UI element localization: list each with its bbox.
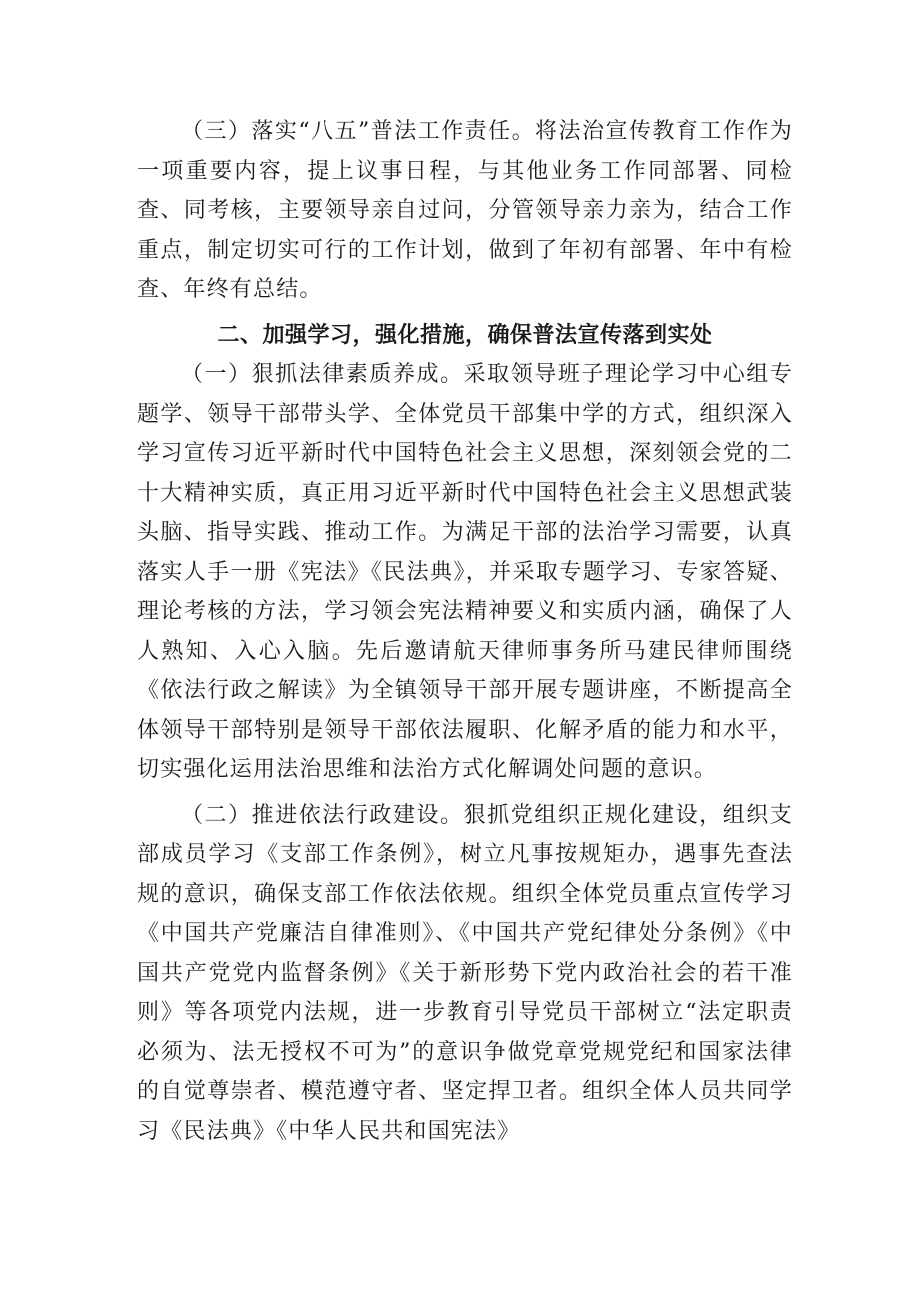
paragraph-implement-responsibility: （三）落实“八五”普法工作责任。将法治宣传教育工作作为一项重要内容，提上议事日程，与其他业务工作同部署、同检查、同考核，主要领导亲自过问，分管领导亲力亲为，结合工作重点，制定切实可行的工作计划，做到了年初有部署、年中有检查、年终有总结。 bbox=[137, 119, 793, 302]
section-heading: 二、加强学习，强化措施，确保普法宣传落到实处 bbox=[217, 322, 713, 348]
document-body bbox=[137, 112, 793, 1151]
paragraph-legal-literacy: （一）狠抓法律素质养成。采取领导班子理论学习中心组专题学、领导干部带头学、全体党员干部集中学的方式，组织深入学习宣传习近平新时代中国特色社会主义思想，深刻领会党的二十大精神实质，真正用习近平新时代中国特色社会主义思想武装头脑、指导实践、推动工作。为满足干部的法治学习需要，认真落实人手一册《宪法》《民法典》，并采取专题学习、专家答疑、理论考核的方法，学习领会宪法精神要义和实质内涵，确保了人人熟知、入心入脑。先后邀请航天律师事务所马建民律师围绕《依法行政之解读》为全镇领导干部开展专题讲座，不断提高全体领导干部特别是领导干部依法履职、化解矛盾的能力和水平，切实强化运用法治思维和法治方式化解调处问题的意识。 bbox=[137, 362, 793, 782]
paragraph-law-based-administration: （二）推进依法行政建设。狠抓党组织正规化建设，组织支部成员学习《支部工作条例》，树立凡事按规矩办，遇事先查法规的意识，确保支部工作依法依规。组织全体党员重点宣传学习《中国共产党廉洁自律准则》、《中国共产党纪律处分条例》《中国共产党党内监督条例》《关于新形势下党内政治社会的若干准则》等各项党内法规，进一步教育引导党员干部树立“法定职责必须为、法无授权不可为”的意识争做党章党规党纪和国家法律的自觉尊崇者、模范遵守者、坚定捍卫者。组织全体人员共同学习《民法典》《中华人民共和国宪法》 bbox=[137, 802, 793, 1144]
